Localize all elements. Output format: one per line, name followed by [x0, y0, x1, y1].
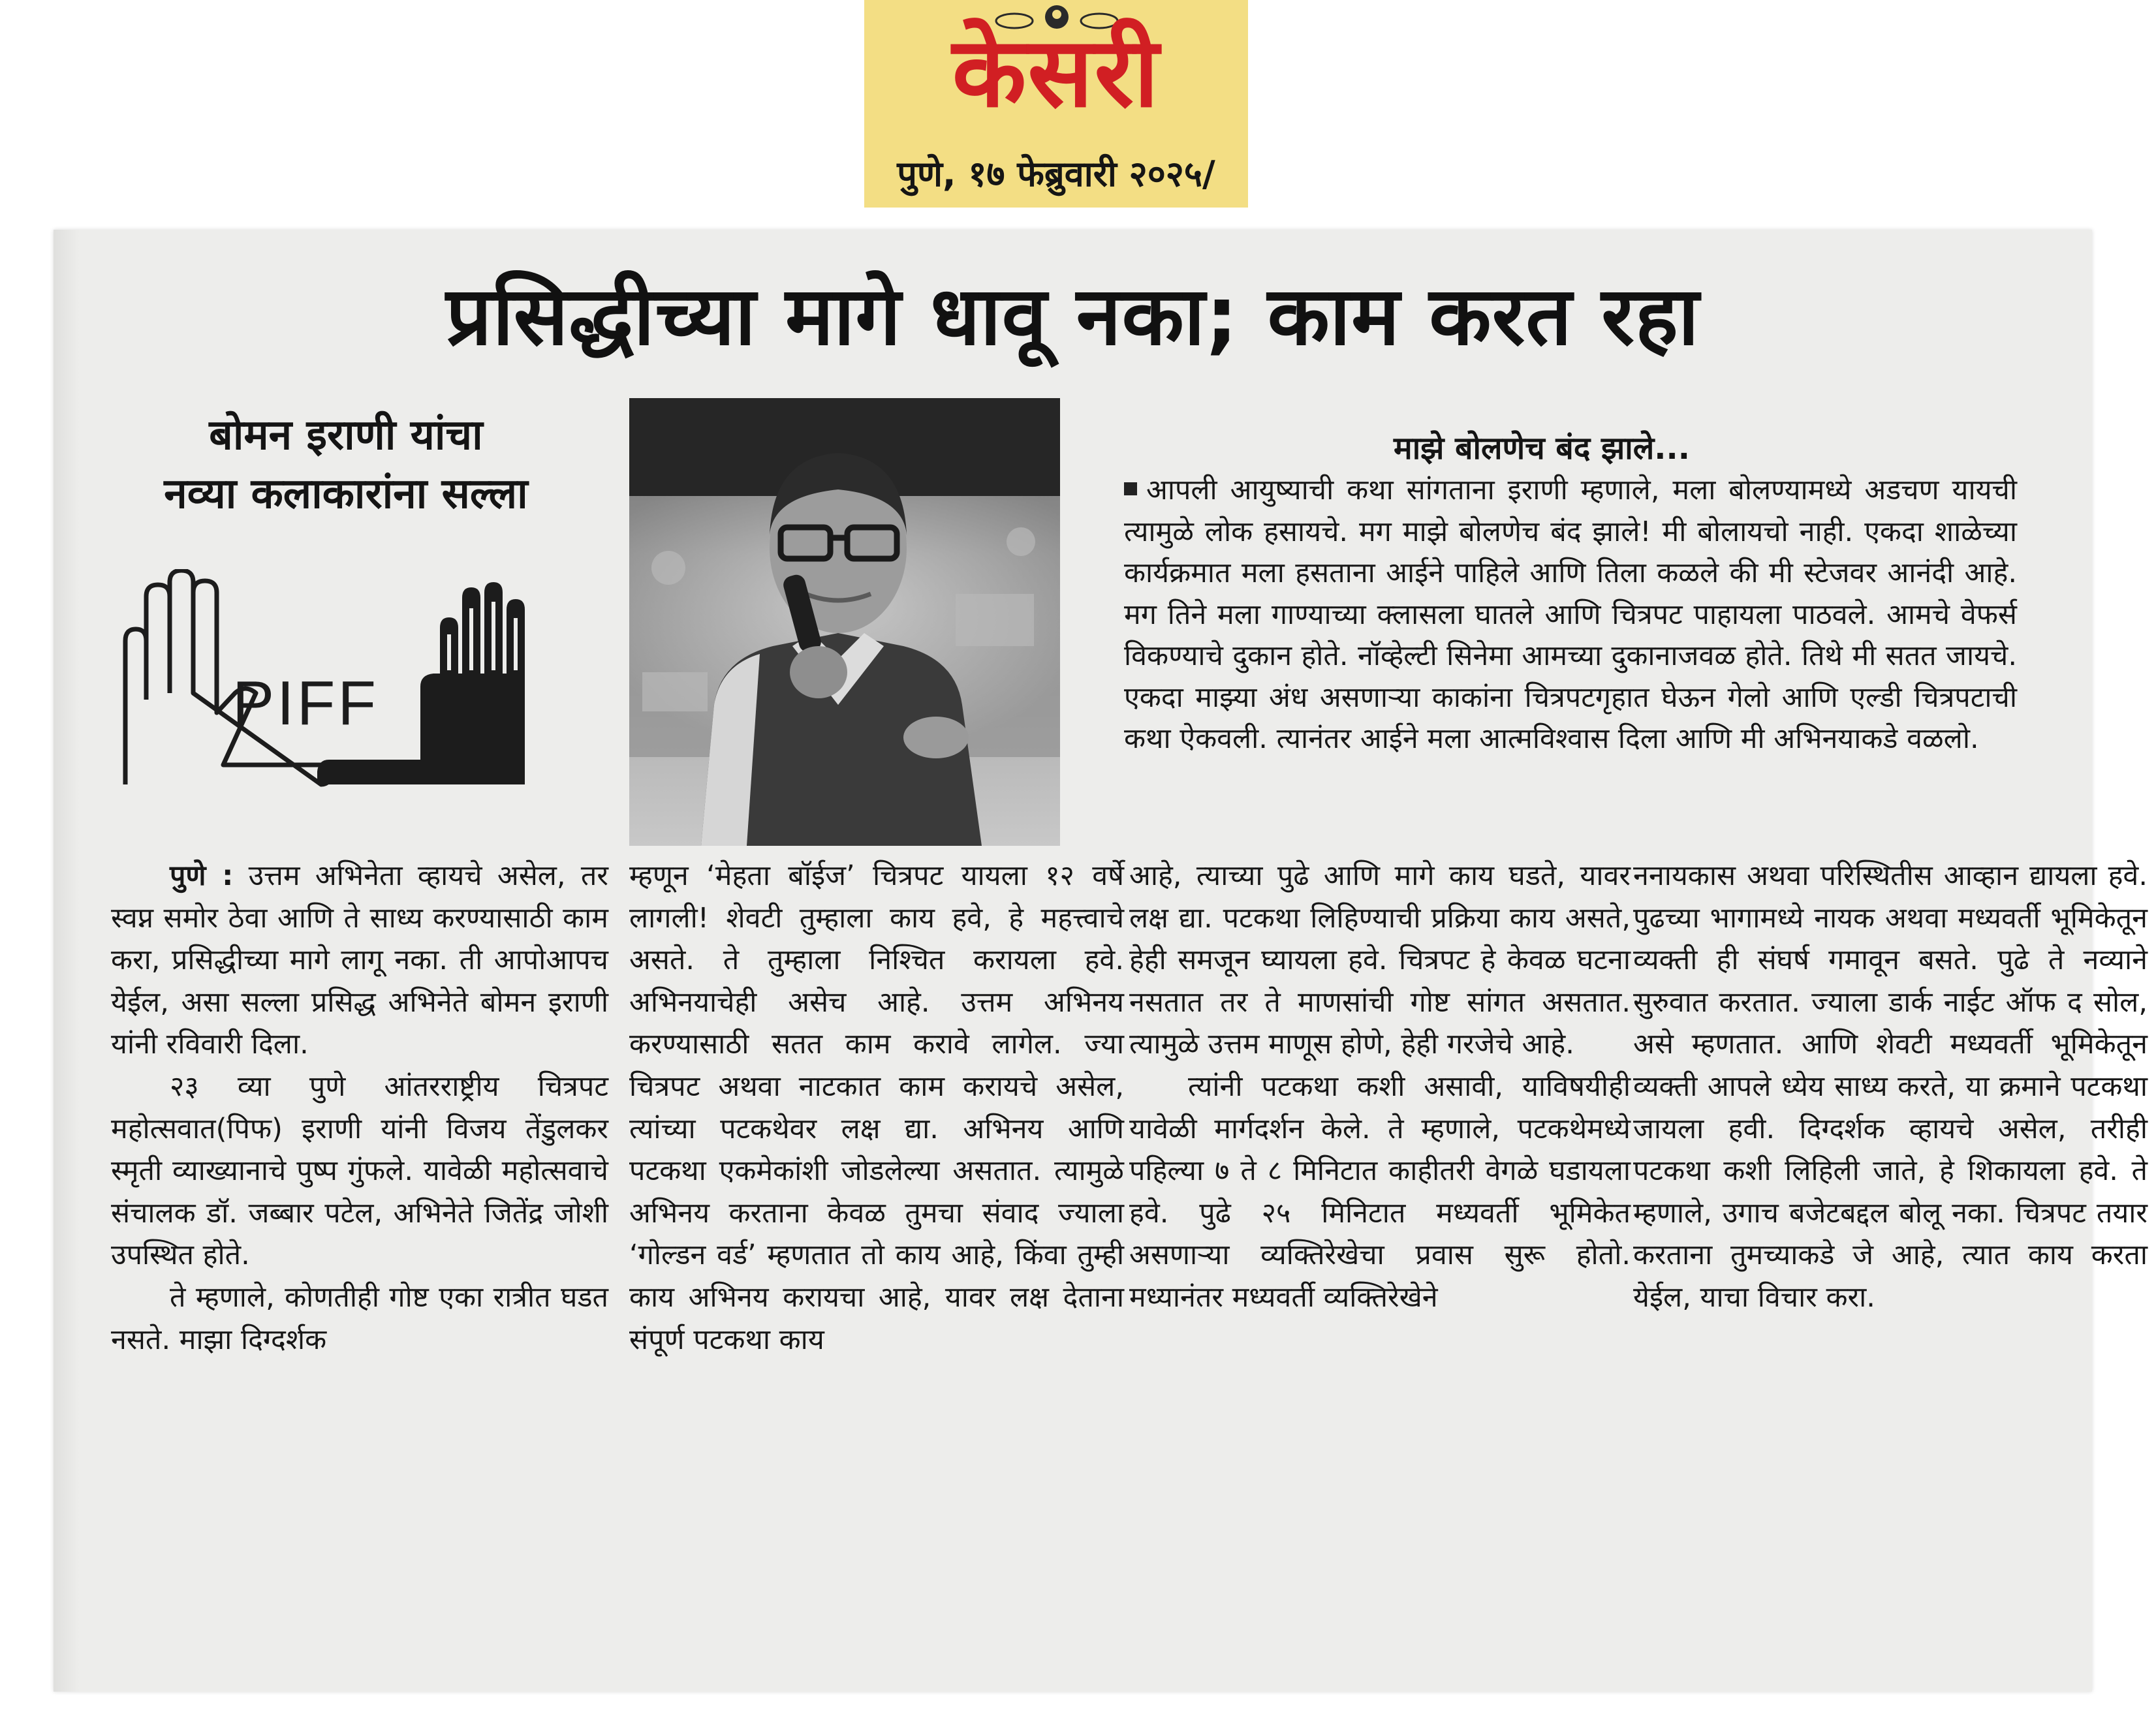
- paragraph-text: उत्तम अभिनेता व्हायचे असेल, तर स्वप्न समोर ठेवा आणि ते साध्य करण्यासाठी काम करा, प्रसिद्धीच्या मागे लागू नका. ती आपोआपच येईल, असा सल्ला प्रसिद्ध अभिनेते बोमन इराणी यांनी रविवारी दिला.: [111, 860, 608, 1061]
- article-clipping: [54, 230, 2148, 1692]
- newspaper-masthead: [864, 0, 1248, 208]
- deck-line: नव्या कलाकारांना सल्ला: [164, 470, 528, 518]
- article-column-4: [1633, 855, 2148, 1319]
- newspaper-date: पुणे, १७ फेब्रुवारी २०२५/: [897, 153, 1215, 194]
- piff-logo: [114, 569, 597, 804]
- column-paragraph: ननायकास अथवा परिस्थितीस आव्हान द्यायला हवे. पुढच्या भागामध्ये नायक अथवा मध्यवर्ती भूमिकेतून व्यक्ती ही संघर्ष गमावून बसते. पुढे ते नव्याने सुरुवात करतात. ज्याला डार्क नाईट ऑफ द सोल, असे म्हणतात. आणि शेवटी मध्यवर्ती भूमिकेतून व्यक्ती आपले ध्येय साध्य करते, या क्रमाने पटकथा जायला हवी. दिग्दर्शक व्हायचे असेल, तरीही पटकथा कशी लिहिली जाते, हे शिकायला हवे. ते म्हणाले, उगाच बजेटबद्दल बोलू नका. चित्रपट तयार करताना तुमच्याकडे जे आहे, त्यात काय करता येईल, याचा विचार करा.: [1633, 860, 2148, 1314]
- article-column-3: [1129, 855, 1631, 1319]
- deck-line: बोमन इराणी यांचा: [209, 411, 483, 459]
- box-story-text: आपली आयुष्याची कथा सांगताना इराणी म्हणाले, मला बोलण्यामध्ये अडचण यायची त्यामुळे लोक हसायचे. मग माझे बोलणेच बंद झाले! मी बोलायचो नाही. एकदा शाळेच्या कार्यक्रमात मला हसताना आईने पाहिले आणि तिला कळले की मी स्टेजवर आनंदी आहे. मग तिने मला गाण्याच्या क्लासला घातले आणि चित्रपट पाहायला पाठवले. आमचे वेफर्स विकण्याचे दुकान होते. नॉव्हेल्टी सिनेमा आमच्या दुकानाजवळ होते. तिथे मी सतत जायचे. एकदा माझ्या अंध असणाऱ्या काकांना चित्रपटगृहात घेऊन गेलो आणि एल्डी चित्रपटाची कथा ऐकवली. त्यानंतर आईने मला आत्मविश्वास दिला आणि मी अभिनयाकडे वळलो.: [1124, 474, 2017, 755]
- article-headline: प्रसिद्धीच्या मागे धावू नका; काम करत रहा: [446, 270, 1700, 364]
- column-paragraph: म्हणून ‘मेहता बॉईज’ चित्रपट यायला १२ वर्षे लागली! शेवटी तुम्हाला काय हवे, हे महत्त्वाचे असते. ते तुम्हाला निश्चित करायला हवे. अभिनयाचेही असेच आहे. उत्तम अभिनय करण्यासाठी सतत काम करावे लागेल. ज्या चित्रपट अथवा नाटकात काम करायचे असेल, त्यांच्या पटकथेवर लक्ष द्या. अभिनय आणि पटकथा एकमेकांशी जोडलेल्या असतात. त्यामुळे अभिनय करताना केवळ तुमचा संवाद ज्याला ‘गोल्डन वर्ड’ म्हणतात तो काय आहे, किंवा तुम्ही काय अभिनय करायचा आहे, यावर लक्ष देताना संपूर्ण पटकथा काय: [629, 860, 1124, 1356]
- box-story: [1124, 470, 2017, 760]
- newspaper-name: केसरी: [952, 16, 1161, 129]
- box-heading: माझे बोलणेच बंद झाले...: [1394, 430, 1690, 467]
- article-column-2: [629, 855, 1124, 1361]
- article-deck: [72, 406, 620, 523]
- column-paragraph: ते म्हणाले, कोणतीही गोष्ट एका रात्रीत घडत नसते. माझा दिग्दर्शक: [111, 1280, 608, 1356]
- column-paragraph: त्यांनी पटकथा कशी असावी, याविषयीही यावेळी मार्गदर्शन केले. ते म्हणाले, पटकथेमध्ये पहिल्या ७ ते ८ मिनिटात काहीतरी वेगळे घडायला हवे. पुढे २५ मिनिटात मध्यवर्ती भूमिकेत असणाऱ्या व्यक्तिरेखेचा प्रवास सुरू होतो. मध्यानंतर मध्यवर्ती व्यक्तिरेखेने: [1129, 1070, 1631, 1314]
- logo-text: PIFF: [232, 668, 379, 738]
- column-paragraph: आहे, त्याच्या पुढे आणि मागे काय घडते, यावर लक्ष द्या. पटकथा लिहिण्याची प्रक्रिया काय असते, हेही समजून घ्यायला हवे. चित्रपट हे केवळ घटना नसतात तर ते माणसांची गोष्ट सांगत असतात. त्यामुळे उत्तम माणूस होणे, हेही गरजेचे आहे.: [1129, 860, 1631, 1061]
- bullet-icon: [1124, 482, 1137, 495]
- speaker-photo: [629, 398, 1060, 846]
- column-paragraph: [111, 855, 608, 1066]
- column-paragraph: २३ व्या पुणे आंतरराष्ट्रीय चित्रपट महोत्सवात(पिफ) इराणी यांनी विजय तेंडुलकर स्मृती व्याख्यानाचे पुष्प गुंफले. यावेळी महोत्सवाचे संचालक डॉ. जब्बार पटेल, अभिनेते जितेंद्र जोशी उपस्थित होते.: [111, 1070, 608, 1272]
- article-column-1: [111, 855, 608, 1361]
- dateline: पुणे :: [170, 860, 234, 892]
